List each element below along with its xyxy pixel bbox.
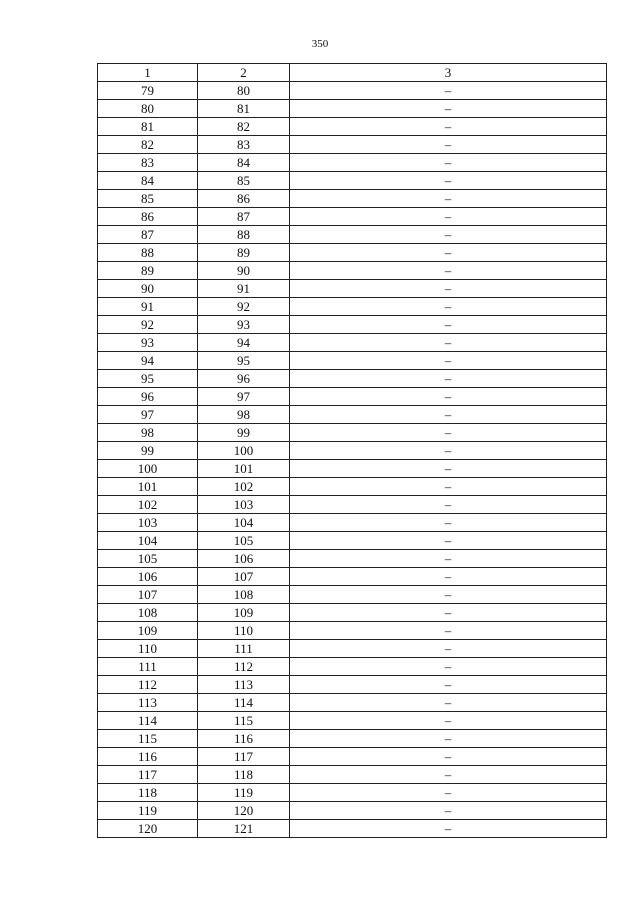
column-header: 1 [98, 64, 198, 82]
table-row [98, 442, 607, 460]
table-cell: 98 [98, 424, 198, 442]
table-cell: 108 [98, 604, 198, 622]
table-cell: 102 [198, 478, 290, 496]
table-row [98, 406, 607, 424]
table-cell: 93 [198, 316, 290, 334]
table-cell: 116 [198, 730, 290, 748]
table-cell: 96 [98, 388, 198, 406]
table-cell: – [290, 532, 607, 550]
table-row [98, 514, 607, 532]
table-row [98, 784, 607, 802]
table-cell: 104 [198, 514, 290, 532]
table-cell: 117 [98, 766, 198, 784]
table-cell: 111 [98, 658, 198, 676]
table-cell: 101 [98, 478, 198, 496]
table-cell: 114 [98, 712, 198, 730]
table-row [98, 694, 607, 712]
table-cell: 112 [198, 658, 290, 676]
table-cell: 99 [198, 424, 290, 442]
column-header: 2 [198, 64, 290, 82]
table-cell: 82 [98, 136, 198, 154]
table-row [98, 370, 607, 388]
table-cell: – [290, 802, 607, 820]
table-cell: 88 [198, 226, 290, 244]
table-cell: – [290, 388, 607, 406]
table-cell: 87 [98, 226, 198, 244]
table-cell: – [290, 226, 607, 244]
table-cell: 105 [98, 550, 198, 568]
table-cell: 110 [98, 640, 198, 658]
table-cell: – [290, 208, 607, 226]
table-cell: 120 [98, 820, 198, 838]
table-cell: – [290, 514, 607, 532]
table-row [98, 550, 607, 568]
table-cell: – [290, 640, 607, 658]
table-cell: – [290, 496, 607, 514]
table-cell: 103 [98, 514, 198, 532]
table-cell: 84 [198, 154, 290, 172]
table-cell: 83 [98, 154, 198, 172]
table-cell: – [290, 370, 607, 388]
data-table [97, 63, 607, 838]
table-row [98, 334, 607, 352]
table-cell: 120 [198, 802, 290, 820]
table-cell: 89 [198, 244, 290, 262]
table-cell: 95 [198, 352, 290, 370]
table-cell: 118 [198, 766, 290, 784]
table-cell: 101 [198, 460, 290, 478]
table-cell: 92 [198, 298, 290, 316]
table-cell: 91 [98, 298, 198, 316]
table-row [98, 748, 607, 766]
table-cell: – [290, 316, 607, 334]
table-row [98, 226, 607, 244]
table-row [98, 712, 607, 730]
table-cell: – [290, 694, 607, 712]
table-cell: – [290, 622, 607, 640]
table-cell: – [290, 730, 607, 748]
table-cell: 117 [198, 748, 290, 766]
table-cell: 115 [98, 730, 198, 748]
table-cell: 94 [198, 334, 290, 352]
table-cell: 107 [198, 568, 290, 586]
table-cell: 111 [198, 640, 290, 658]
table-cell: – [290, 568, 607, 586]
table-cell: 81 [98, 118, 198, 136]
table-cell: – [290, 244, 607, 262]
table-cell: – [290, 766, 607, 784]
table-cell: – [290, 586, 607, 604]
table-row [98, 658, 607, 676]
table-row [98, 730, 607, 748]
table-row [98, 100, 607, 118]
table-cell: 121 [198, 820, 290, 838]
table-cell: – [290, 784, 607, 802]
table-row [98, 478, 607, 496]
table-cell: – [290, 154, 607, 172]
table-cell: – [290, 190, 607, 208]
table-row [98, 424, 607, 442]
table-cell: 90 [198, 262, 290, 280]
table-cell: 107 [98, 586, 198, 604]
table-body [98, 82, 607, 838]
table-cell: 105 [198, 532, 290, 550]
table-row [98, 766, 607, 784]
table-row [98, 802, 607, 820]
table-cell: 94 [98, 352, 198, 370]
table-row [98, 388, 607, 406]
table-cell: – [290, 604, 607, 622]
table-cell: 84 [98, 172, 198, 190]
table-cell: 89 [98, 262, 198, 280]
table-row [98, 118, 607, 136]
table-cell: – [290, 676, 607, 694]
table-cell: 83 [198, 136, 290, 154]
table-cell: 91 [198, 280, 290, 298]
table-row [98, 82, 607, 100]
table-cell: – [290, 352, 607, 370]
table-cell: 114 [198, 694, 290, 712]
table-cell: 103 [198, 496, 290, 514]
table-cell: 102 [98, 496, 198, 514]
table-cell: 81 [198, 100, 290, 118]
table-cell: – [290, 298, 607, 316]
page-number: 350 [311, 38, 329, 50]
table-header [98, 64, 607, 82]
table-row [98, 640, 607, 658]
table-cell: 80 [198, 82, 290, 100]
table-cell: 90 [98, 280, 198, 298]
table-cell: – [290, 136, 607, 154]
table-cell: 80 [98, 100, 198, 118]
table-header-row [98, 64, 607, 82]
table-cell: 100 [198, 442, 290, 460]
table-cell: 112 [98, 676, 198, 694]
table-cell: – [290, 280, 607, 298]
table-cell: 98 [198, 406, 290, 424]
table-cell: – [290, 442, 607, 460]
table-cell: – [290, 100, 607, 118]
table-cell: 109 [98, 622, 198, 640]
column-header: 3 [290, 64, 607, 82]
table-cell: 88 [98, 244, 198, 262]
table-row [98, 496, 607, 514]
table-row [98, 352, 607, 370]
table-row [98, 604, 607, 622]
table-cell: – [290, 820, 607, 838]
table-cell: 109 [198, 604, 290, 622]
table-row [98, 316, 607, 334]
table-row [98, 568, 607, 586]
table-cell: – [290, 172, 607, 190]
table-cell: – [290, 712, 607, 730]
table-cell: 95 [98, 370, 198, 388]
table-cell: 87 [198, 208, 290, 226]
table-cell: 119 [98, 802, 198, 820]
table-cell: – [290, 82, 607, 100]
table-row [98, 820, 607, 838]
table-cell: – [290, 406, 607, 424]
table-cell: 96 [198, 370, 290, 388]
table-cell: 86 [198, 190, 290, 208]
table-cell: 113 [198, 676, 290, 694]
table-cell: 97 [98, 406, 198, 424]
table-cell: 113 [98, 694, 198, 712]
table-cell: – [290, 262, 607, 280]
table-row [98, 298, 607, 316]
table-cell: 110 [198, 622, 290, 640]
table-row [98, 172, 607, 190]
table-cell: 106 [198, 550, 290, 568]
table-cell: 85 [98, 190, 198, 208]
table-cell: – [290, 424, 607, 442]
table-cell: 93 [98, 334, 198, 352]
table-row [98, 262, 607, 280]
table-cell: 79 [98, 82, 198, 100]
table-row [98, 190, 607, 208]
table-row [98, 280, 607, 298]
table-cell: – [290, 748, 607, 766]
table-cell: 82 [198, 118, 290, 136]
table-row [98, 532, 607, 550]
table-row [98, 460, 607, 478]
table-cell: 119 [198, 784, 290, 802]
table-cell: 99 [98, 442, 198, 460]
table-cell: 108 [198, 586, 290, 604]
table-row [98, 136, 607, 154]
table-row [98, 244, 607, 262]
table-row [98, 154, 607, 172]
table-cell: – [290, 460, 607, 478]
table-cell: 115 [198, 712, 290, 730]
table-cell: 86 [98, 208, 198, 226]
table-cell: 85 [198, 172, 290, 190]
table-row [98, 208, 607, 226]
table-row [98, 622, 607, 640]
table-cell: – [290, 658, 607, 676]
table-cell: 106 [98, 568, 198, 586]
table-row [98, 586, 607, 604]
table-cell: – [290, 334, 607, 352]
table-cell: – [290, 550, 607, 568]
table-cell: 118 [98, 784, 198, 802]
table-cell: 116 [98, 748, 198, 766]
table-cell: 100 [98, 460, 198, 478]
table-cell: 92 [98, 316, 198, 334]
table-cell: – [290, 118, 607, 136]
table-row [98, 676, 607, 694]
table-cell: 97 [198, 388, 290, 406]
table-cell: 104 [98, 532, 198, 550]
table-cell: – [290, 478, 607, 496]
